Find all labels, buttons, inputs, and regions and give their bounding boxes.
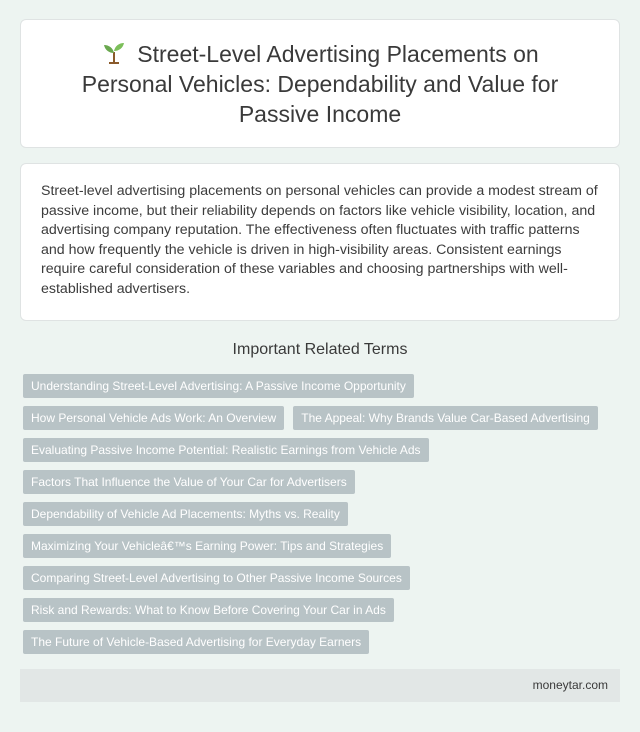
sprout-icon bbox=[101, 42, 127, 64]
term-row bbox=[23, 502, 623, 534]
related-term-tag[interactable]: Factors That Influence the Value of Your Car for Advertisers bbox=[23, 470, 355, 494]
term-row bbox=[23, 566, 623, 598]
related-term-tag[interactable]: Dependability of Vehicle Ad Placements: Myths vs. Reality bbox=[23, 502, 348, 526]
related-term-tag[interactable]: Comparing Street-Level Advertising to Other Passive Income Sources bbox=[23, 566, 410, 590]
related-term-tag[interactable]: The Appeal: Why Brands Value Car-Based Advertising bbox=[293, 406, 598, 430]
summary-text: Street-level advertising placements on personal vehicles can provide a modest stream of passive income, but their reliability depends on factors like vehicle visibility, location, and advertising company reputation. The effectiveness often fluctuates with traffic patterns and how frequently the vehicle is driven in high-visibility areas. Consistent earnings require careful consideration of these variables and choosing partnerships with well-established advertisers. bbox=[41, 183, 598, 297]
related-term-tag[interactable]: Understanding Street-Level Advertising: A Passive Income Opportunity bbox=[23, 374, 414, 398]
related-terms-heading: Important Related Terms bbox=[232, 341, 408, 358]
related-term-tag[interactable]: Evaluating Passive Income Potential: Realistic Earnings from Vehicle Ads bbox=[23, 438, 429, 462]
footer-site-link[interactable]: moneytar.com bbox=[532, 678, 608, 692]
page-title bbox=[60, 39, 580, 129]
related-terms-list bbox=[23, 374, 623, 662]
summary-card bbox=[20, 163, 620, 321]
related-term-tag[interactable]: Risk and Rewards: What to Know Before Covering Your Car in Ads bbox=[23, 598, 394, 622]
title-card bbox=[20, 19, 620, 148]
related-term-tag[interactable]: The Future of Vehicle-Based Advertising for Everyday Earners bbox=[23, 630, 369, 654]
page-title-text: Street-Level Advertising Placements on Personal Vehicles: Dependability and Value for Passive Income bbox=[81, 40, 559, 127]
term-row bbox=[23, 438, 623, 470]
term-row bbox=[23, 630, 623, 662]
term-row bbox=[23, 534, 623, 566]
related-term-tag[interactable]: How Personal Vehicle Ads Work: An Overview bbox=[23, 406, 284, 430]
term-row bbox=[23, 598, 623, 630]
related-term-tag[interactable]: Maximizing Your Vehicleâ€™s Earning Power: Tips and Strategies bbox=[23, 534, 391, 558]
term-row bbox=[23, 406, 623, 438]
footer bbox=[20, 669, 620, 702]
term-row bbox=[23, 374, 623, 406]
term-row bbox=[23, 470, 623, 502]
